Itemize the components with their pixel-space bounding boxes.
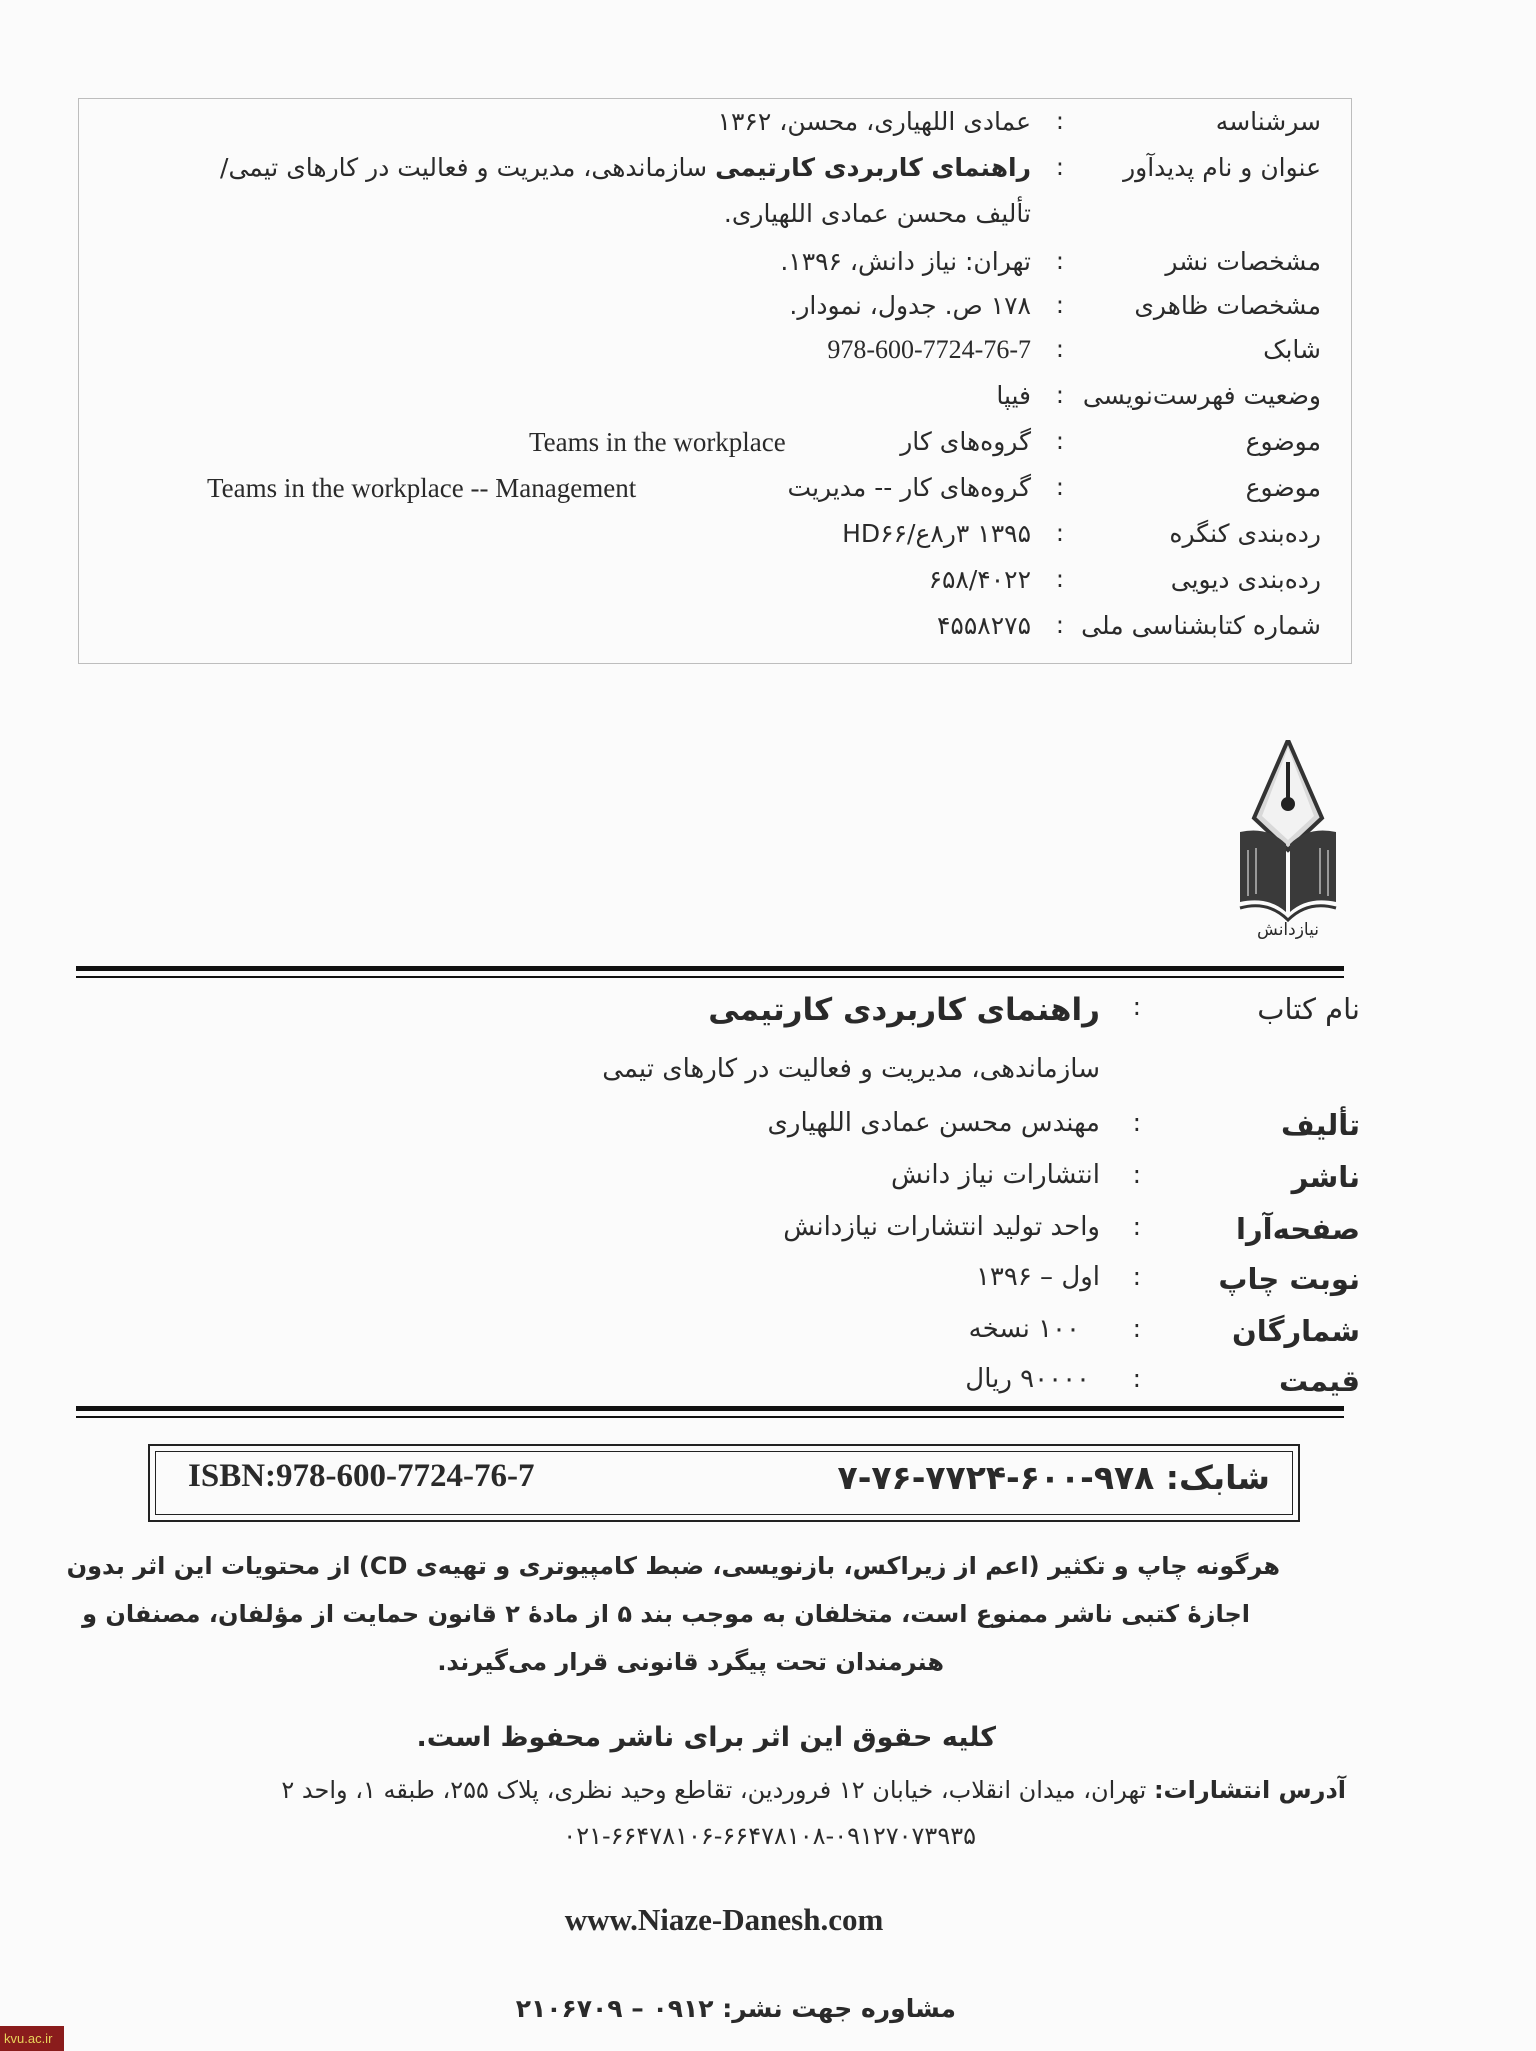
info-value: ۱۰۰ نسخه: [968, 1314, 1080, 1344]
cip-row-status: [79, 381, 1351, 425]
address-label: آدرس انتشارات:: [1153, 1776, 1346, 1804]
pen-nib-book-icon: [1228, 740, 1348, 950]
info-label: قیمت: [1279, 1364, 1360, 1398]
cip-colon: :: [1055, 565, 1064, 593]
cip-title-rest: سازماندهی، مدیریت و فعالیت در کارهای تیمی/: [220, 153, 708, 182]
isbn-persian-label: شابک:: [1165, 1458, 1270, 1497]
cip-label: شماره کتابشناسی ملی: [1081, 611, 1321, 640]
cip-label: موضوع: [1245, 427, 1321, 456]
logo-caption: نیازدانش: [1257, 920, 1319, 940]
cip-label: رده‌بندی کنگره: [1169, 519, 1321, 548]
book-title-label: نام کتاب: [1257, 992, 1360, 1026]
address-phones: ۰۲۱-۶۶۴۷۸۱۰۶-۶۶۴۷۸۱۰۸-۰۹۱۲۷۰۷۳۹۳۵: [563, 1822, 976, 1850]
cip-label: مشخصات ظاهری: [1134, 291, 1321, 320]
cip-colon: :: [1055, 519, 1064, 547]
cip-row-title: [79, 153, 1351, 197]
cip-subject-latin: Teams in the workplace: [529, 427, 786, 457]
cip-label: مشخصات نشر: [1165, 247, 1321, 276]
book-title: راهنمای کاربردی کارتیمی: [708, 992, 1100, 1028]
cip-value: فیپا: [996, 381, 1031, 410]
divider-rule: [76, 1416, 1344, 1418]
book-title-row: [0, 992, 1536, 1038]
cip-value: 978-600-7724-76-7: [827, 335, 1031, 364]
info-colon: :: [1132, 1212, 1141, 1241]
address-line: [281, 1776, 1346, 1804]
cip-subject-latin: Teams in the workplace -- Management: [207, 473, 637, 503]
book-row-layout: [0, 1212, 1536, 1258]
cip-row-subject-1: [79, 427, 1351, 471]
consult-label: مشاوره جهت نشر:: [722, 1994, 956, 2023]
isbn-persian-value: ۹۷۸-۶۰۰-۷۷۲۴-۷۶-۷: [837, 1458, 1155, 1497]
legal-line: هنرمندان تحت پیگرد قانونی قرار می‌گیرند.: [437, 1648, 944, 1676]
cip-row-lc: [79, 519, 1351, 563]
cip-value: ۴۵۵۸۲۷۵: [937, 611, 1031, 640]
cip-row-author: [79, 107, 1351, 151]
info-colon: :: [1132, 1262, 1141, 1291]
cip-value: گروه‌های کار -- مدیریت: [787, 473, 1031, 502]
book-subtitle-row: [0, 1054, 1536, 1100]
cip-label: شابک: [1263, 335, 1321, 364]
cip-colon: :: [1055, 247, 1064, 275]
info-label: شمارگان: [1231, 1314, 1360, 1348]
info-value: انتشارات نیاز دانش: [891, 1160, 1100, 1190]
book-row-publisher: [0, 1160, 1536, 1206]
cataloging-box: [78, 98, 1352, 664]
book-row-price: [0, 1364, 1536, 1410]
cip-value: گروه‌های کار: [900, 427, 1031, 456]
cip-row-national: [79, 611, 1351, 655]
website-link[interactable]: www.Niaze-Danesh.com: [564, 1902, 884, 1937]
isbn-box: [148, 1444, 1300, 1522]
cip-value: ۶۵۸/۴۰۲۲: [928, 565, 1031, 594]
cip-colon: :: [1055, 107, 1064, 135]
corner-watermark-text: kvu.ac.ir: [4, 2031, 53, 2046]
cip-colon: :: [1055, 473, 1064, 501]
cip-colon: :: [1055, 153, 1064, 181]
cip-title-bold: راهنمای کاربردی کارتیمی: [715, 153, 1031, 182]
book-row-copies: [0, 1314, 1536, 1360]
info-colon: :: [1132, 1108, 1141, 1137]
divider-rule: [76, 976, 1344, 978]
cip-value: عمادی اللهیاری، محسن، ۱۳۶۲: [717, 107, 1031, 136]
info-colon: :: [1132, 1314, 1141, 1343]
info-value: واحد تولید انتشارات نیازدانش: [783, 1212, 1100, 1242]
book-row-edition: [0, 1262, 1536, 1308]
cip-row-isbn: [79, 335, 1351, 379]
cip-colon: :: [1055, 611, 1064, 639]
cip-row-physical: [79, 291, 1351, 335]
cip-row-subject-2: [79, 473, 1351, 517]
cip-value: تهران: نیاز دانش، ۱۳۹۶.: [780, 247, 1031, 276]
info-value: اول – ۱۳۹۶: [975, 1262, 1100, 1292]
divider-rule: [76, 1406, 1344, 1411]
cip-row-title-cont: [79, 199, 1351, 243]
divider-rule: [76, 966, 1344, 971]
cip-colon: :: [1055, 335, 1064, 363]
address-text: تهران، میدان انقلاب، خیابان ۱۲ فروردین، تقاطع وحید نظری، پلاک ۲۵۵، طبقه ۱، واحد ۲: [281, 1776, 1147, 1804]
cip-colon: :: [1055, 427, 1064, 455]
info-label: تألیف: [1280, 1108, 1360, 1142]
info-value: ۹۰۰۰۰ ریال: [965, 1364, 1090, 1394]
book-subtitle: سازماندهی، مدیریت و فعالیت در کارهای تیمی: [602, 1054, 1100, 1084]
info-label: نوبت چاپ: [1218, 1262, 1360, 1296]
cip-value: تألیف محسن عمادی اللهیاری.: [723, 199, 1031, 228]
cip-value: ۱۳۹۵ ۳ر۸ع/HD۶۶: [842, 519, 1031, 548]
info-label: ناشر: [1291, 1160, 1360, 1194]
cip-colon: :: [1055, 381, 1064, 409]
book-row-author: [0, 1108, 1536, 1154]
legal-line: هرگونه چاپ و تکثیر (اعم از زیراکس، بازنویسی، ضبط کامپیوتری و تهیه‌ی CD) از محتویات این اثر بدون: [66, 1552, 1280, 1580]
cip-row-dewey: [79, 565, 1351, 609]
cip-value: ۱۷۸ ص. جدول، نمودار.: [789, 291, 1031, 320]
cip-label: عنوان و نام پدیدآور: [1123, 153, 1321, 182]
isbn-latin: ISBN:978-600-7724-76-7: [188, 1458, 535, 1494]
consult-line: [516, 1994, 956, 2023]
cip-label: وضعیت فهرست‌نویسی: [1082, 381, 1321, 410]
cip-label: رده‌بندی دیویی: [1170, 565, 1321, 594]
rights-reserved: کلیه حقوق این اثر برای ناشر محفوظ است.: [416, 1722, 996, 1753]
info-colon: :: [1132, 1160, 1141, 1189]
cip-colon: :: [1055, 291, 1064, 319]
cip-label: سرشناسه: [1215, 107, 1321, 136]
isbn-persian: [838, 1458, 1270, 1497]
info-value: مهندس محسن عمادی اللهیاری: [767, 1108, 1100, 1138]
cip-value: [214, 153, 1031, 182]
info-label: صفحه‌آرا: [1236, 1212, 1360, 1246]
cip-label: موضوع: [1245, 473, 1321, 502]
info-colon: :: [1132, 1364, 1141, 1393]
info-colon: :: [1132, 992, 1141, 1021]
cip-row-publication: [79, 247, 1351, 291]
consult-value: ۰۹۱۲ – ۲۱۰۶۷۰۹: [515, 1994, 714, 2023]
legal-line: اجازهٔ کتبی ناشر ممنوع است، متخلفان به موجب بند ۵ از مادهٔ ۲ قانون حمایت از مؤلفان، مصنفان و: [82, 1600, 1250, 1628]
